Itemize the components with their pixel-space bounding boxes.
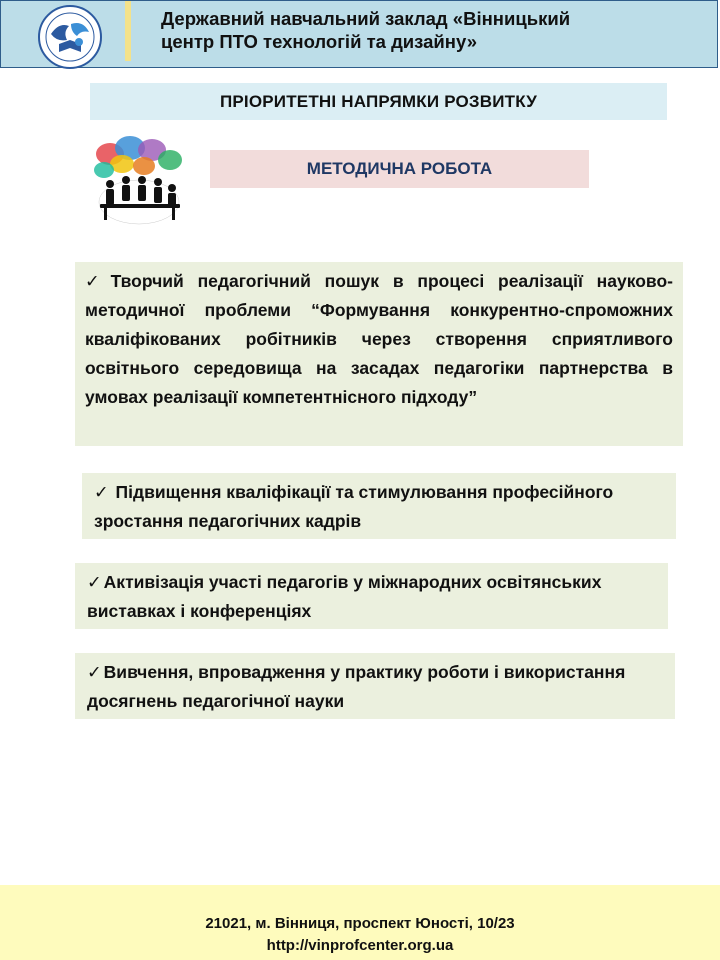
footer-website-link[interactable]: http://vinprofcenter.org.ua: [266, 937, 454, 954]
section-title: ПРІОРИТЕТНІ НАПРЯМКИ РОЗВИТКУ: [90, 83, 667, 120]
checkmark-icon: ✓: [85, 271, 109, 291]
header-banner: [0, 0, 718, 68]
checkmark-icon: ✓: [94, 482, 109, 502]
institution-logo-icon: [37, 4, 103, 70]
discussion-people-icon: [88, 132, 190, 228]
header-accent-bar: [125, 1, 131, 61]
subsection-title: МЕТОДИЧНА РОБОТА: [210, 150, 589, 188]
priority-item-text: Вивчення, впровадження у практику роботи і використання досягнень педагогічної науки: [87, 662, 626, 711]
priority-item: [75, 563, 668, 629]
priority-item-text: Активізація участі педагогів у міжнародних освітянських виставках і конференціях: [87, 572, 602, 621]
footer-address: 21021, м. Вінниця, проспект Юності, 10/23: [205, 915, 515, 932]
priority-item-text: Підвищення кваліфікації та стимулювання професійного зростання педагогічних кадрів: [94, 482, 614, 531]
priority-item: [75, 653, 675, 719]
checkmark-icon: ✓: [87, 572, 102, 592]
priority-item-text: Творчий педагогічний пошук в процесі реалізації науково-методичної проблеми “Формування конкурентно-спроможних кваліфікованих робітників через створення сприятливого освітнього середовища на засадах педагогіки партнерства в умовах реалізації компетентнісного підходу”: [85, 271, 673, 407]
priority-item: [75, 262, 683, 446]
checkmark-icon: ✓: [87, 662, 102, 682]
footer: [0, 885, 720, 960]
priority-item: [82, 473, 676, 539]
institution-title: Державний навчальний заклад «Вінницький центр ПТО технологій та дизайну»: [161, 8, 571, 52]
